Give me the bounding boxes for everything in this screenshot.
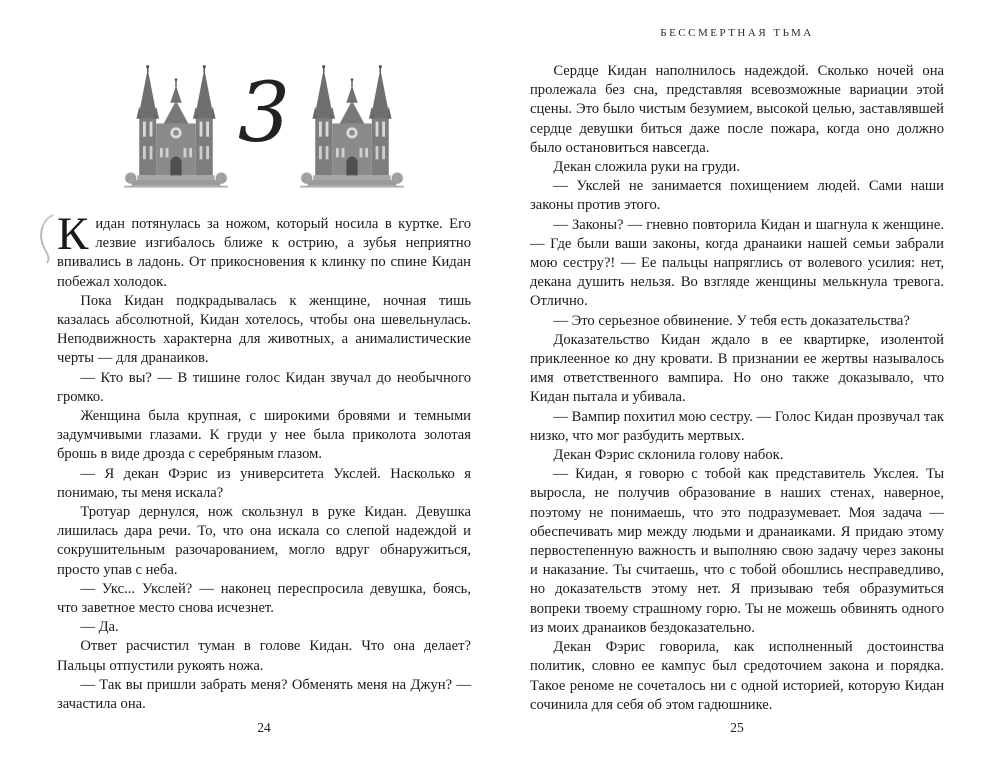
paragraph: — Да.: [80, 619, 119, 636]
chapter-number: 3: [237, 66, 291, 161]
page-number-right: 25: [730, 720, 744, 735]
paragraph: Пока Кидан подкрадывалась к женщине, ночная тишь казалась абсолютной, Кидан хотелось, чтобы она шевельнулась. Неподвижность характерна для животных, а анималистические черты — для дранаиков.: [57, 292, 471, 367]
opening-paragraph-text: идан потянулась за ножом, который носила в куртке. Его лезвие изгибалось ближе к острию, а зубья неприятно впивались в ладонь. От прикосновения к клинку по спине Кидан побежал холодок.: [57, 216, 471, 290]
opening-paragraph: [57, 208, 471, 292]
paragraph: Сердце Кидан наполнилось надеждой. Сколько ночей она пролежала без сна, представляя всевозможные вариации этой сцены. Это было чистым безумием, высокой целью, заставлявшей сердце девушки биться даже после пожара, когда оно должно было остановиться навсегда.: [530, 63, 944, 156]
paragraph: — Я декан Фэрис из университета Укслей. Насколько я понимаю, ты меня искала?: [57, 465, 471, 501]
paragraph: Тротуар дернулся, нож скользнул в руке Кидан. Девушка лишилась дара речи. То, что она искала со слепой надеждой и сокрушительным разочарованием, могло вдруг обнаружиться, просто упав с неба.: [57, 504, 471, 578]
page-right: [530, 0, 944, 769]
page-left: [57, 0, 471, 769]
page-number-left: 24: [257, 720, 271, 735]
paragraph-list-left: [57, 292, 471, 714]
drop-cap: К: [57, 208, 89, 260]
paragraph: — Это серьезное обвинение. У тебя есть доказательства?: [553, 312, 910, 329]
paragraph: Декан сложила руки на груди.: [553, 159, 741, 176]
paragraph: — Так вы пришли забрать меня? Обменять меня на Джун? — зачастила она.: [57, 676, 471, 713]
paragraph: — Законы? — гневно повторила Кидан и шагнула к женщине. — Где были ваши законы, когда дранаики нашей семьи забрали мою сестру?! — Ее пальцы напряглись от волевого усилия: нет, декана душить нельзя. Во взгляде женщины мелькнула тревога. Отлично.: [530, 216, 944, 310]
paragraph: Доказательство Кидан ждало в ее квартирке, изолентой приклеенное ко дну кровати. В признании ее жертвы называлось имя ответственного вампира. Но оно также доказывало, что Кидан пытала и убивала.: [530, 331, 944, 406]
paragraph: Женщина была крупная, с широкими бровями и темными задумчивыми глазами. К груди у нее была приколота золотая брошь в виде дрозда с серебряным глазом.: [57, 408, 471, 463]
chapter-text-right: [530, 62, 944, 715]
paragraph: Декан Фэрис склонила голову набок.: [553, 447, 784, 464]
paragraph: — Укс... Укслей? — наконец переспросила девушка, боясь, что заветное место снова исчезнет.: [57, 580, 471, 617]
paragraph-list-right: [530, 62, 944, 715]
paragraph: — Кто вы? — В тишине голос Кидан звучал до необычного громко.: [57, 369, 471, 405]
paragraph: — Кидан, я говорю с тобой как представитель Укслея. Ты выросла, не получив образование в наших стенах, наверное, поэтому не понимаешь, что это подразумевает. Моя задача — обеспечивать мир между людьми и дранаиками. Я придаю этому первостепенную важность и выполняю свою задачу через законы и наказание. Ты считаешь, что с тобой обошлись несправедливо, но доказательств этому нет. Я призываю тебя образумиться вопреки твоему страшному горю. Ты не можешь обвинять одного из моих дранаиков бездоказательно.: [530, 466, 944, 636]
paragraph: — Вампир похитил мою сестру. — Голос Кидан прозвучал так низко, что мог разбудить мертвых.: [530, 408, 944, 444]
running-header: БЕССМЕРТНАЯ ТЬМА: [660, 27, 814, 39]
dropcap-flourish-icon: [37, 213, 57, 265]
paragraph: — Укслей не занимается похищением людей. Сами наши законы против этого.: [530, 178, 944, 214]
chapter-ornament: [57, 52, 471, 197]
cathedral-illustration-right-icon: [300, 65, 404, 197]
paragraph: Декан Фэрис говорила, как исполненный достоинства политик, словно ее кампус был средоточием закона и порядка. Такое реноме не сочеталось ни с одной историей, которую Кидан сочинила для себя об этом гадюшнике.: [530, 639, 944, 713]
cathedral-illustration-left-icon: [124, 65, 228, 197]
chapter-text-left: [57, 208, 471, 714]
paragraph: Ответ расчистил туман в голове Кидан. Что она делает? Пальцы отпустили рукоять ножа.: [57, 638, 471, 674]
